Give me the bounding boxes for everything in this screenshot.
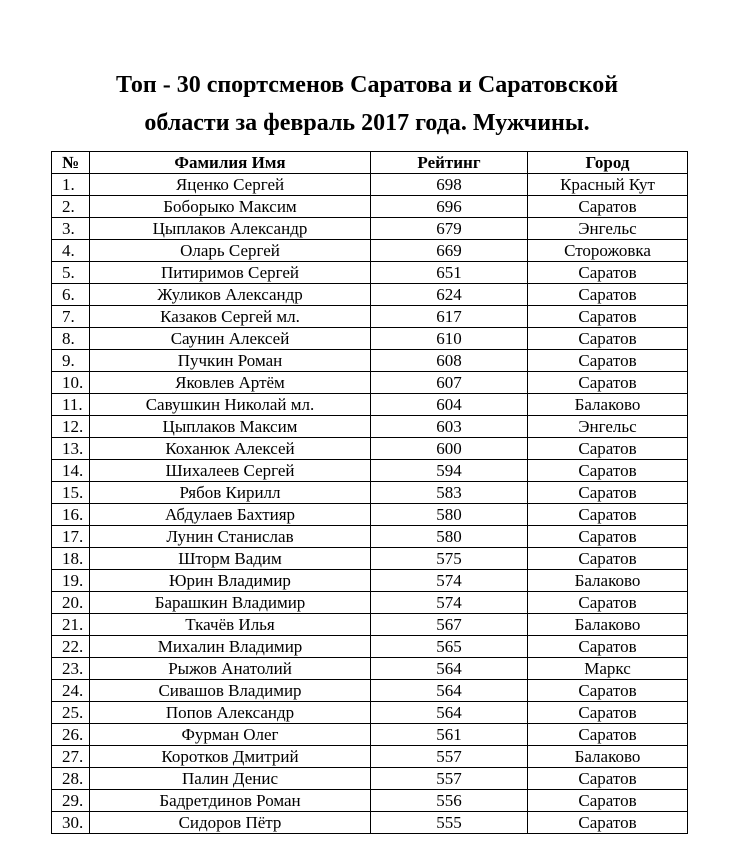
table-row [52, 306, 688, 328]
table-row [52, 746, 688, 768]
rating-value: 574 [371, 570, 528, 592]
row-number: 20. [52, 592, 90, 614]
table-row [52, 174, 688, 196]
athlete-name: Саунин Алексей [90, 328, 371, 350]
rating-value: 561 [371, 724, 528, 746]
rating-value: 679 [371, 218, 528, 240]
table-row [52, 504, 688, 526]
header-city: Город [528, 152, 688, 174]
athlete-name: Лунин Станислав [90, 526, 371, 548]
athlete-name: Бадретдинов Роман [90, 790, 371, 812]
row-number: 24. [52, 680, 90, 702]
table-row [52, 526, 688, 548]
city: Балаково [528, 570, 688, 592]
table-row [52, 460, 688, 482]
city: Саратов [528, 680, 688, 702]
athlete-name: Ткачёв Илья [90, 614, 371, 636]
city: Саратов [528, 438, 688, 460]
table-body [52, 174, 688, 834]
athlete-name: Яценко Сергей [90, 174, 371, 196]
athlete-name: Рябов Кирилл [90, 482, 371, 504]
athlete-name: Михалин Владимир [90, 636, 371, 658]
rating-value: 564 [371, 658, 528, 680]
rating-value: 696 [371, 196, 528, 218]
city: Энгельс [528, 218, 688, 240]
rating-value: 603 [371, 416, 528, 438]
city: Балаково [528, 394, 688, 416]
row-number: 15. [52, 482, 90, 504]
row-number: 26. [52, 724, 90, 746]
rating-value: 580 [371, 504, 528, 526]
title-line-2: области за февраль 2017 года. Мужчины. [144, 110, 590, 136]
rating-value: 580 [371, 526, 528, 548]
rating-value: 567 [371, 614, 528, 636]
table-row [52, 680, 688, 702]
athlete-name: Палин Денис [90, 768, 371, 790]
athlete-name: Савушкин Николай мл. [90, 394, 371, 416]
row-number: 13. [52, 438, 90, 460]
row-number: 4. [52, 240, 90, 262]
header-number: № [52, 152, 90, 174]
city: Саратов [528, 768, 688, 790]
city: Саратов [528, 262, 688, 284]
rating-value: 624 [371, 284, 528, 306]
table-row [52, 812, 688, 834]
athlete-name: Коротков Дмитрий [90, 746, 371, 768]
rating-value: 594 [371, 460, 528, 482]
athlete-name: Коханюк Алексей [90, 438, 371, 460]
city: Маркс [528, 658, 688, 680]
city: Саратов [528, 702, 688, 724]
table-row [52, 262, 688, 284]
row-number: 30. [52, 812, 90, 834]
table-row [52, 658, 688, 680]
row-number: 9. [52, 350, 90, 372]
rating-value: 555 [371, 812, 528, 834]
city: Саратов [528, 548, 688, 570]
row-number: 29. [52, 790, 90, 812]
rating-value: 698 [371, 174, 528, 196]
rating-value: 669 [371, 240, 528, 262]
city: Саратов [528, 790, 688, 812]
rating-table [51, 151, 688, 834]
rating-value: 608 [371, 350, 528, 372]
table-row [52, 240, 688, 262]
city: Саратов [528, 284, 688, 306]
city: Саратов [528, 306, 688, 328]
table-row [52, 372, 688, 394]
athlete-name: Шторм Вадим [90, 548, 371, 570]
table-row [52, 438, 688, 460]
city: Балаково [528, 746, 688, 768]
city: Саратов [528, 372, 688, 394]
table-row [52, 328, 688, 350]
city: Саратов [528, 504, 688, 526]
rating-value: 557 [371, 746, 528, 768]
rating-value: 617 [371, 306, 528, 328]
rating-value: 610 [371, 328, 528, 350]
table-row [52, 218, 688, 240]
table-row [52, 592, 688, 614]
table-row [52, 724, 688, 746]
city: Саратов [528, 482, 688, 504]
athlete-name: Сидоров Пётр [90, 812, 371, 834]
city: Саратов [528, 350, 688, 372]
table-row [52, 196, 688, 218]
table-row [52, 790, 688, 812]
table-row [52, 768, 688, 790]
city: Саратов [528, 724, 688, 746]
header-rating: Рейтинг [371, 152, 528, 174]
row-number: 23. [52, 658, 90, 680]
row-number: 14. [52, 460, 90, 482]
athlete-name: Попов Александр [90, 702, 371, 724]
rating-value: 583 [371, 482, 528, 504]
table-row [52, 416, 688, 438]
rating-value: 556 [371, 790, 528, 812]
city: Саратов [528, 460, 688, 482]
row-number: 28. [52, 768, 90, 790]
row-number: 1. [52, 174, 90, 196]
rating-value: 651 [371, 262, 528, 284]
table-row [52, 284, 688, 306]
rating-value: 564 [371, 680, 528, 702]
row-number: 2. [52, 196, 90, 218]
header-name: Фамилия Имя [90, 152, 371, 174]
table-row [52, 482, 688, 504]
table-row [52, 570, 688, 592]
athlete-name: Жуликов Александр [90, 284, 371, 306]
athlete-name: Цыплаков Максим [90, 416, 371, 438]
city: Саратов [528, 328, 688, 350]
athlete-name: Фурман Олег [90, 724, 371, 746]
row-number: 6. [52, 284, 90, 306]
athlete-name: Питиримов Сергей [90, 262, 371, 284]
table-row [52, 548, 688, 570]
athlete-name: Боборыко Максим [90, 196, 371, 218]
athlete-name: Казаков Сергей мл. [90, 306, 371, 328]
city: Саратов [528, 636, 688, 658]
rating-value: 574 [371, 592, 528, 614]
athlete-name: Цыплаков Александр [90, 218, 371, 240]
athlete-name: Барашкин Владимир [90, 592, 371, 614]
row-number: 18. [52, 548, 90, 570]
table-row [52, 636, 688, 658]
row-number: 8. [52, 328, 90, 350]
row-number: 21. [52, 614, 90, 636]
city: Красный Кут [528, 174, 688, 196]
table-row [52, 394, 688, 416]
rating-value: 575 [371, 548, 528, 570]
rating-value: 607 [371, 372, 528, 394]
row-number: 12. [52, 416, 90, 438]
city: Саратов [528, 592, 688, 614]
row-number: 5. [52, 262, 90, 284]
row-number: 10. [52, 372, 90, 394]
rating-value: 600 [371, 438, 528, 460]
row-number: 16. [52, 504, 90, 526]
athlete-name: Юрин Владимир [90, 570, 371, 592]
athlete-name: Оларь Сергей [90, 240, 371, 262]
row-number: 17. [52, 526, 90, 548]
city: Энгельс [528, 416, 688, 438]
athlete-name: Рыжов Анатолий [90, 658, 371, 680]
city: Сторожовка [528, 240, 688, 262]
city: Балаково [528, 614, 688, 636]
row-number: 11. [52, 394, 90, 416]
row-number: 7. [52, 306, 90, 328]
rating-value: 565 [371, 636, 528, 658]
city: Саратов [528, 812, 688, 834]
row-number: 27. [52, 746, 90, 768]
row-number: 19. [52, 570, 90, 592]
athlete-name: Яковлев Артём [90, 372, 371, 394]
rating-value: 564 [371, 702, 528, 724]
table-row [52, 614, 688, 636]
table-row [52, 350, 688, 372]
rating-value: 604 [371, 394, 528, 416]
rating-value: 557 [371, 768, 528, 790]
row-number: 3. [52, 218, 90, 240]
city: Саратов [528, 526, 688, 548]
athlete-name: Абдулаев Бахтияр [90, 504, 371, 526]
page-title [0, 66, 734, 142]
row-number: 22. [52, 636, 90, 658]
athlete-name: Сивашов Владимир [90, 680, 371, 702]
row-number: 25. [52, 702, 90, 724]
athlete-name: Пучкин Роман [90, 350, 371, 372]
title-line-1: Топ - 30 спортсменов Саратова и Саратовской [115, 72, 619, 98]
table-header-row [52, 152, 688, 174]
city: Саратов [528, 196, 688, 218]
table-row [52, 702, 688, 724]
athlete-name: Шихалеев Сергей [90, 460, 371, 482]
